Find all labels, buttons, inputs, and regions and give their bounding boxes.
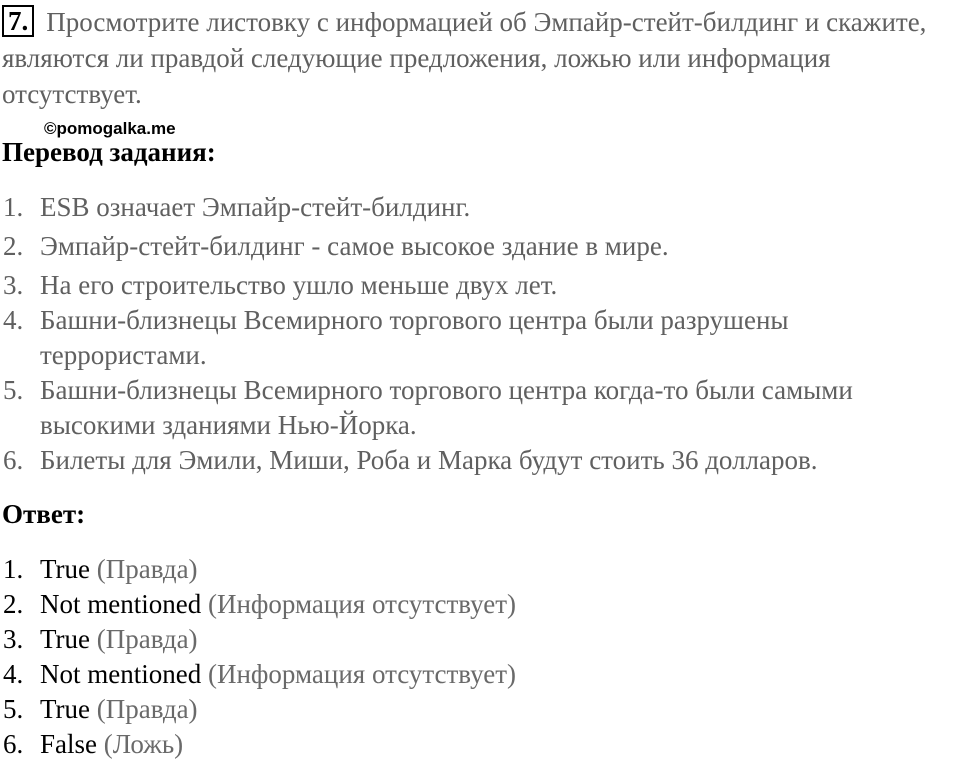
watermark: ©pomogalka.me (44, 119, 176, 138)
list-item (0, 373, 960, 443)
answer-english: True (40, 554, 91, 584)
answer-number: 6. (3, 729, 24, 759)
task-statement (2, 4, 952, 112)
list-item (0, 303, 960, 373)
answer-number: 3. (3, 624, 24, 654)
list-item (0, 443, 960, 478)
item-text: Башни-близнецы Всемирного торгового центра когда-то были самыми высокими зданиями Нью-Йорка. (40, 375, 853, 440)
answer-item (0, 587, 940, 622)
item-text: ESB означает Эмпайр-стейт-билдинг. (40, 192, 471, 222)
answer-item (0, 622, 940, 657)
item-number: 2. (3, 231, 24, 261)
list-item (0, 229, 960, 264)
answer-english: False (40, 729, 97, 759)
item-number: 3. (3, 270, 24, 300)
answer-russian: (Ложь) (103, 729, 184, 759)
translation-list (0, 190, 960, 478)
answer-list (0, 552, 940, 762)
item-number: 5. (3, 375, 24, 405)
answer-heading: Ответ: (2, 499, 86, 529)
answer-english: True (40, 624, 91, 654)
answer-number: 4. (3, 659, 24, 689)
answer-item (0, 552, 940, 587)
answer-russian: (Правда) (96, 694, 198, 724)
task-text: Просмотрите листовку с информацией об Эмпайр-стейт-билдинг и скажите, являются ли правдой следующие предложения, ложью или информация отсутствует. (2, 7, 927, 109)
answer-english: Not mentioned (40, 589, 202, 619)
answer-russian: (Правда) (96, 554, 198, 584)
answer-english: True (40, 694, 91, 724)
item-text: Билеты для Эмили, Миши, Роба и Марка будут стоить 36 долларов. (40, 445, 818, 475)
item-text: Башни-близнецы Всемирного торгового центра были разрушены террористами. (40, 305, 789, 370)
answer-item (0, 692, 940, 727)
translation-heading: Перевод задания: (2, 137, 216, 167)
answer-number: 2. (3, 589, 24, 619)
answer-russian: (Информация отсутствует) (207, 589, 517, 619)
answer-english: Not mentioned (40, 659, 202, 689)
list-item (0, 268, 960, 303)
answer-russian: (Информация отсутствует) (207, 659, 517, 689)
item-number: 1. (3, 192, 24, 222)
answer-item (0, 727, 940, 762)
answer-number: 5. (3, 694, 24, 724)
answer-russian: (Правда) (96, 624, 198, 654)
item-number: 6. (3, 445, 24, 475)
answer-item (0, 657, 940, 692)
item-text: Эмпайр-стейт-билдинг - самое высокое здание в мире. (40, 231, 669, 261)
task-number-box: 7. (2, 5, 34, 37)
answer-number: 1. (3, 554, 24, 584)
item-text: На его строительство ушло меньше двух лет. (40, 270, 558, 300)
list-item (0, 190, 960, 225)
item-number: 4. (3, 305, 24, 335)
